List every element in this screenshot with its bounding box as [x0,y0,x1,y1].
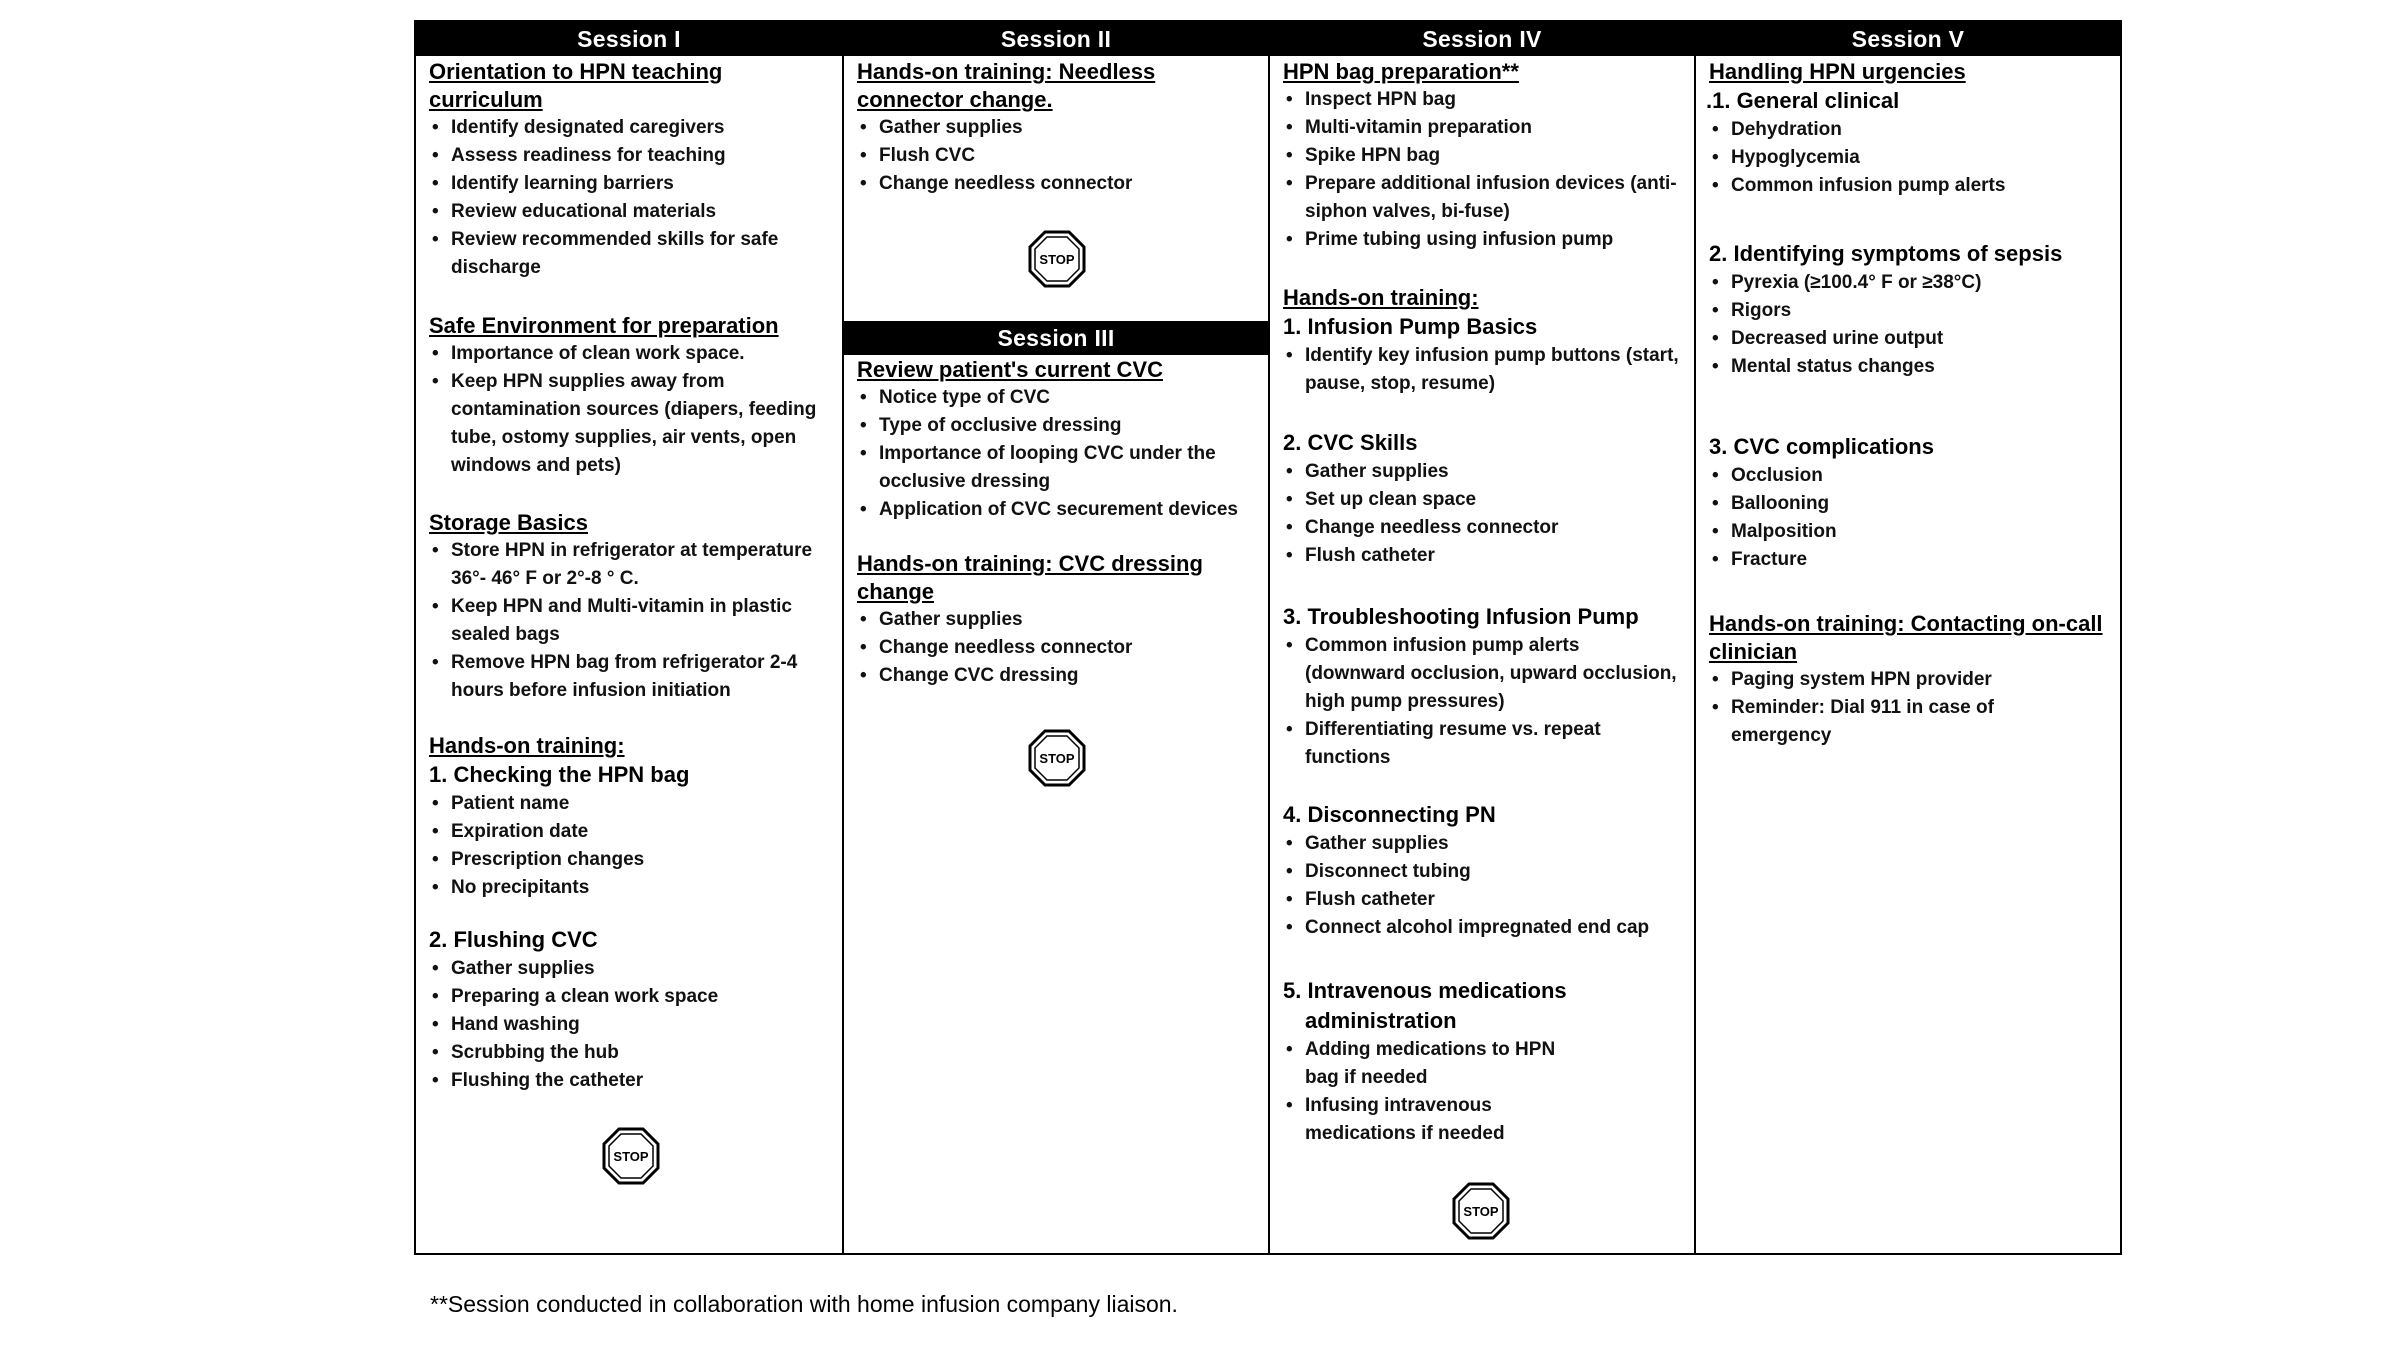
s5-block-sepsis [1696,239,2120,381]
session-2-3-column [844,22,1270,1253]
s4-cvc-skills-subheading: 2. CVC Skills [1283,430,1418,455]
session-1-header: Session I [416,22,842,56]
stop-sign-label: STOP [1039,751,1075,766]
stop-sign-icon [1028,729,1086,787]
list-item: • Differentiating resume vs. repeat functions [1283,716,1680,772]
list-item: • Decreased urine output [1709,325,2106,353]
s4-pump-basics-subheading: 1. Infusion Pump Basics [1283,314,1538,339]
session-1-column [416,22,844,1253]
list-item: • Paging system HPN provider [1709,666,2050,694]
list-item: • Change needless connector [857,634,1254,662]
s4-block-bag-prep [1270,58,1694,254]
session-4-column [1270,22,1696,1253]
s4-block-cvc-skills [1270,428,1694,570]
list-item: • Common infusion pump alerts (downward occlusion, upward occlusion, high pump pressures) [1283,632,1680,716]
s3-dressing-heading: Hands-on training: CVC dressing change [857,551,1203,604]
list-item: • Gather supplies [429,955,828,983]
s1-block-safe-environment [416,312,842,480]
session-3-header: Session III [844,321,1268,355]
footnote: **Session conducted in collaboration with home infusion company liaison. [430,1291,1178,1317]
list-item: • Assess readiness for teaching [429,142,828,170]
curriculum-table [414,20,2122,1255]
s1-block-storage [416,509,842,705]
s5-general-subheading: .1. General clinical [1706,88,1900,113]
list-item: • Prime tubing using infusion pump [1283,226,1680,254]
list-item: • Inspect HPN bag [1283,86,1680,114]
s4-hands-on-heading: Hands-on training: [1283,285,1479,310]
s4-bag-prep-heading: HPN bag preparation** [1283,59,1519,84]
list-item: • Set up clean space [1283,486,1680,514]
list-item: • Gather supplies [857,114,1254,142]
list-item: • Type of occlusive dressing [857,412,1254,440]
list-item: • Change needless connector [857,170,1254,198]
list-item: • Patient name [429,790,828,818]
list-item: • Preparing a clean work space [429,983,828,1011]
list-item: • Dehydration [1709,116,2106,144]
list-item: • Identify learning barriers [429,170,828,198]
list-item: • Application of CVC securement devices [857,496,1254,524]
s5-contacting-heading: Hands-on training: Contacting on-call clinician [1709,611,2103,664]
stop-sign-icon [1028,230,1086,288]
list-item: • Scrubbing the hub [429,1039,828,1067]
s5-sepsis-subheading: 2. Identifying symptoms of sepsis [1709,241,2063,266]
list-item: • Spike HPN bag [1283,142,1680,170]
list-item: • Common infusion pump alerts [1709,172,2106,200]
list-item: • Gather supplies [1283,458,1680,486]
list-item: • Importance of clean work space. [429,340,828,368]
s4-block-pump-basics [1270,284,1694,398]
s5-cvc-complications-subheading: 3. CVC complications [1709,434,1934,459]
list-item: • Keep HPN and Multi-vitamin in plastic sealed bags [429,593,828,649]
list-item: • Keep HPN supplies away from contamination sources (diapers, feeding tube, ostomy supplies, air vents, open windows and pets) [429,368,828,480]
list-item: • Change CVC dressing [857,662,1254,690]
stop-sign-label: STOP [613,1149,649,1164]
list-item: • No precipitants [429,874,828,902]
s1-hands-on-heading: Hands-on training: [429,733,625,758]
list-item: • Reminder: Dial 911 in case of emergency [1709,694,2050,750]
stop-sign-icon [602,1127,660,1185]
list-item: • Importance of looping CVC under the occlusive dressing [857,440,1254,496]
list-item: • Gather supplies [857,606,1254,634]
s1-block-hands-on [416,732,842,902]
list-item: • Malposition [1709,518,2106,546]
s1-block-orientation [416,58,842,282]
list-item: • Identify designated caregivers [429,114,828,142]
list-item: • Change needless connector [1283,514,1680,542]
list-item: • Mental status changes [1709,353,2106,381]
list-item: • Multi-vitamin preparation [1283,114,1680,142]
s2-block-needless [844,58,1268,198]
list-item: • Gather supplies [1283,830,1680,858]
session-4-header: Session IV [1270,22,1694,56]
s1-checking-bag-subheading: 1. Checking the HPN bag [429,762,690,787]
session-5-column [1696,22,2120,1253]
list-item: • Identify key infusion pump buttons (start, pause, stop, resume) [1283,342,1680,398]
s2-needless-heading: Hands-on training: Needless connector change. [857,59,1156,112]
list-item: • Prepare additional infusion devices (anti-siphon valves, bi-fuse) [1283,170,1680,226]
session-2-header: Session II [844,22,1268,56]
s4-troubleshooting-subheading: 3. Troubleshooting Infusion Pump [1283,604,1639,629]
session-5-header: Session V [1696,22,2120,56]
s4-disconnecting-subheading: 4. Disconnecting PN [1283,802,1496,827]
list-item: • Ballooning [1709,490,2106,518]
s4-block-iv-meds [1270,976,1694,1148]
list-item: • Infusing intravenous medications if needed [1283,1092,1584,1148]
s5-block-contacting [1696,610,2120,750]
list-item: • Hypoglycemia [1709,144,2106,172]
stop-sign-label: STOP [1463,1204,1499,1219]
s4-block-troubleshooting [1270,602,1694,772]
stop-sign-label: STOP [1039,252,1075,267]
s1-storage-heading: Storage Basics [429,510,588,535]
s1-flushing-subheading: 2. Flushing CVC [429,927,598,952]
list-item: • Flushing the catheter [429,1067,828,1095]
list-item: • Store HPN in refrigerator at temperature 36°- 46° F or 2°-8 ° C. [429,537,828,593]
list-item: • Remove HPN bag from refrigerator 2-4 hours before infusion initiation [429,649,828,705]
s4-iv-meds-subheading: 5. Intravenous medications administration [1283,978,1567,1033]
s5-block-general [1696,58,2120,200]
list-item: • Occlusion [1709,462,2106,490]
s3-block-review [844,356,1268,524]
list-item: • Disconnect tubing [1283,858,1680,886]
s1-block-flushing [416,925,842,1095]
list-item: • Expiration date [429,818,828,846]
s5-urgencies-heading: Handling HPN urgencies [1709,59,1966,84]
list-item: • Connect alcohol impregnated end cap [1283,914,1680,942]
list-item: • Flush catheter [1283,886,1680,914]
list-item: • Flush CVC [857,142,1254,170]
list-item: • Review recommended skills for safe discharge [429,226,828,282]
s3-block-dressing [844,550,1268,690]
list-item: • Fracture [1709,546,2106,574]
s1-orientation-heading: Orientation to HPN teaching curriculum [429,59,723,112]
list-item: • Flush catheter [1283,542,1680,570]
list-item: • Pyrexia (≥100.4° F or ≥38°C) [1709,269,2106,297]
list-item: • Review educational materials [429,198,828,226]
s1-safe-env-heading: Safe Environment for preparation [429,313,779,338]
s4-block-disconnecting [1270,800,1694,942]
list-item: • Prescription changes [429,846,828,874]
list-item: • Notice type of CVC [857,384,1254,412]
s3-review-heading: Review patient's current CVC [857,357,1163,382]
stop-sign-icon [1452,1182,1510,1240]
list-item: • Adding medications to HPN bag if needed [1283,1036,1584,1092]
s5-block-cvc-complications [1696,432,2120,574]
list-item: • Hand washing [429,1011,828,1039]
list-item: • Rigors [1709,297,2106,325]
